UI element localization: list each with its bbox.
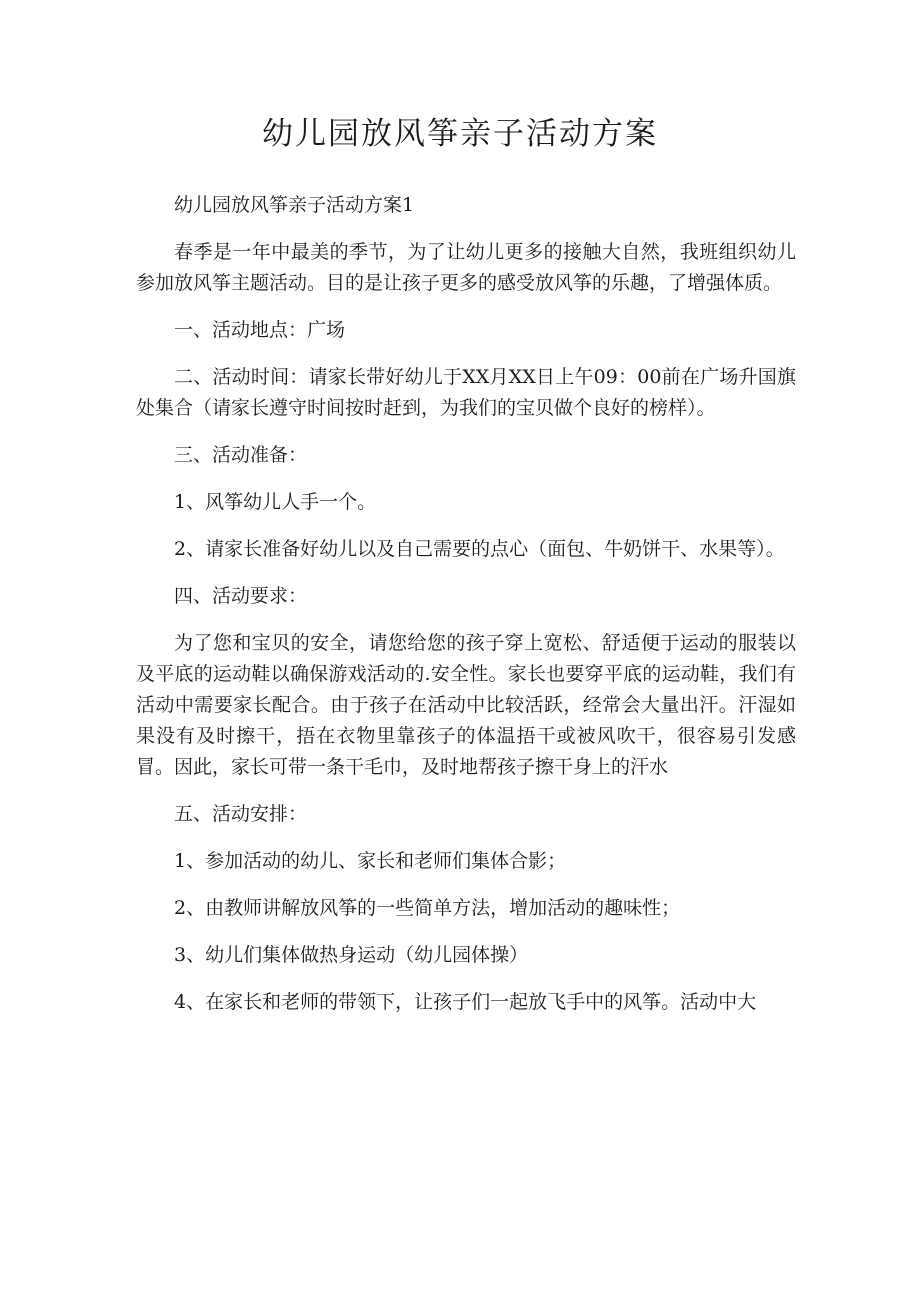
paragraph-requirements-heading: 四、活动要求： [174,585,308,607]
paragraph-arrangement-item-4: 4、在家长和老师的带领下，让孩子们一起放飞手中的风筝。活动中大 [174,991,757,1013]
paragraph-intro: 春季是一年中最美的季节，为了让幼儿更多的接触大自然，我班组织幼儿参加放风筝主题活动。目的是让孩子更多的感受放风筝的乐趣，了增强体质。 [136,241,796,294]
paragraph-arrangement-item-1: 1、参加活动的幼儿、家长和老师们集体合影； [174,850,567,872]
paragraph-preparation-item-2: 2、请家长准备好幼儿以及自己需要的点心（面包、牛奶饼干、水果等）。 [174,538,785,560]
paragraph-requirements-body: 为了您和宝贝的安全，请您给您的孩子穿上宽松、舒适便于运动的服装以及平底的运动鞋以确保游戏活动的.安全性。家长也要穿平底的运动鞋，我们有活动中需要家长配合。由于孩子在活动中比较活跃，经常会大量出汗。汗湿如果没有及时擦干，捂在衣物里靠孩子的体温捂干或被风吹干，很容易引发感冒。因此，家长可带一条干毛巾，及时地帮孩子擦干身上的汗水 [136,632,796,778]
paragraph-arrangement-item-2: 2、由教师讲解放风筝的一些简单方法，增加活动的趣味性； [174,897,681,919]
paragraph-arrangement-item-3: 3、幼儿们集体做热身运动（幼儿园体操） [174,944,529,966]
document-title: 幼儿园放风筝亲子活动方案 [262,116,658,152]
section-subtitle: 幼儿园放风筝亲子活动方案1 [174,194,415,216]
paragraph-time: 二、活动时间：请家长带好幼儿于XX月XX日上午09：00前在广场升国旗处集合（请家长遵守时间按时赶到，为我们的宝贝做个良好的榜样）。 [136,366,796,419]
paragraph-arrangement-heading: 五、活动安排： [174,803,308,825]
paragraph-location: 一、活动地点：广场 [174,319,346,341]
paragraph-preparation-item-1: 1、风筝幼儿人手一个。 [174,491,377,513]
document-body [136,190,796,1034]
paragraph-preparation-heading: 三、活动准备： [174,444,308,466]
